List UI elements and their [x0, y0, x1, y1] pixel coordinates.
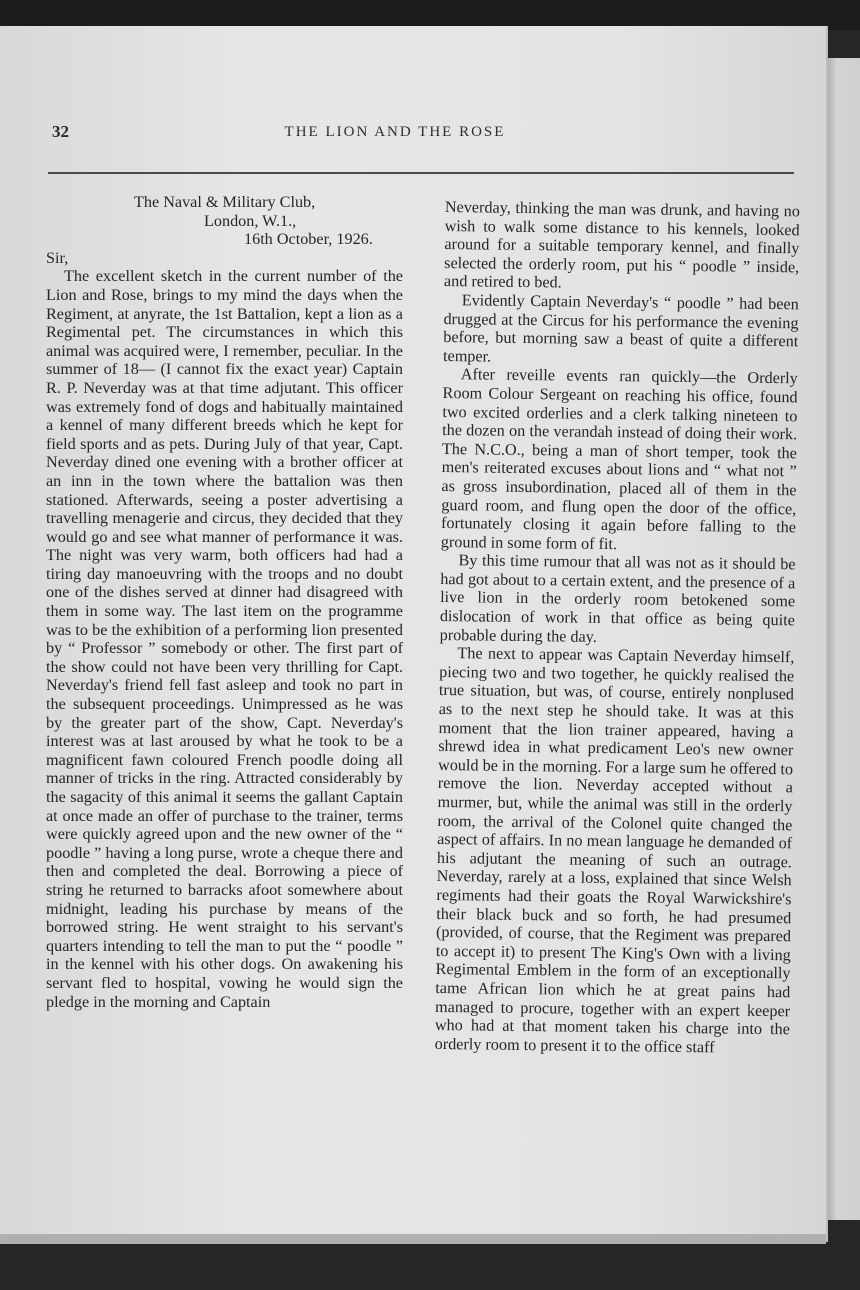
header-rule — [48, 172, 794, 174]
paragraph: By this time rumour that all was not as it should be had got about to a certain extent, and the presence of a live lion in the orderly room betokened some dislocation of work in that office as being quite probable during the day. — [439, 551, 796, 646]
running-title: THE LION AND THE ROSE — [284, 124, 506, 140]
letter-date: 16th October, 1926. — [244, 230, 373, 249]
book-page — [0, 26, 828, 1242]
letter-address — [46, 193, 403, 249]
paragraph: The excellent sketch in the current number of the Lion and Rose, brings to my mind the days when the Regiment, at anyrate, the 1st Battalion, kept a lion as a Regimental pet. The circumstances in which this animal was acquired were, I remember, peculiar. In the summer of 18— (I cannot fix the exact year) Captain R. P. Neverday was at that time adjutant. This officer was extremely fond of dogs and habitually maintained a kennel of many different breeds which he kept for field sports and as pets. During July of that year, Capt. Neverday dined one evening with a brother officer at an inn in the town where the battalion was then stationed. Afterwards, seeing a poster advertising a travelling menagerie and circus, they decided that they would go and see what manner of performance it was. The night was very warm, both officers had had a tiring day manoeuvring with the troops and no doubt one of the dishes served at dinner had disagreed with them in some way. The last item on the programme was to be the exhibition of a performing lion presented by “ Professor ” somebody or other. The first part of the show could not have been very thrilling for Capt. Neverday's friend fell fast asleep and took no part in the subsequent proceedings. Unimpressed as he was by the greater part of the show, Capt. Neverday's interest was at last aroused by what he took to be a magnificent fawn coloured French poodle doing all manner of tricks in the ring. Attracted considerably by the sagacity of this animal it seems the gallant Captain at once made an offer of purchase to the trainer, terms were quickly agreed upon and the new owner of the “ poodle ” having a long purse, wrote a cheque there and then and completed the deal. Borrowing a piece of string he returned to barracks afoot somewhere about midnight, leading his purchase by means of the borrowed string. He went straight to his servant's quarters intending to tell the man to put the “ poodle ” in the kennel with his other dogs. On awakening his servant fled to hospital, vowing he would sign the pledge in the morning and Captain — [46, 267, 403, 1011]
paragraph: After reveille events ran quickly—the Orderly Room Colour Sergeant on reaching his office, found two excited orderlies and a clerk talking nineteen to the dozen on the verandah instead of doing their work. The N.C.O., being a man of short temper, took the men's reiterated excuses about lions and “ what not ” as gross insubordination, placed all of them in the guard room, and flung open the door of the office, fortunately closing it again before falling to the ground in some form of fit. — [440, 365, 798, 553]
address-line-2: London, W.1., — [204, 211, 297, 230]
paragraph: The next to appear was Captain Neverday himself, piecing two and two together, he quickly realised the true situation, but was, of course, entirely nonplused as to the next step he should take. It was at this moment that the lion trainer appeared, having a shrewd idea in what predicament Leo's new owner would be in the morning. For a large sum he offered to remove the lion. Neverday accepted without a murmer, but, while the animal was still in the orderly room, the arrival of the Colonel quite changed the aspect of affairs. In no mean language he demanded of his adjutant the meaning of such an outrage. Neverday, rarely at a loss, explained that since Welsh regiments had their goats the Royal Warwickshire's their black buck and so forth, he had presumed (provided, of course, that the Regiment was prepared to accept it) to present The King's Own with a living Regimental Emblem in the form of an exceptionally tame African lion which he at great pains had managed to procure, together with an expert keeper who had at that moment taken his charge into the orderly room to present it to the office staff — [434, 644, 795, 1057]
salutation: Sir, — [46, 248, 69, 267]
left-column — [46, 193, 403, 1011]
paragraph: Evidently Captain Neverday's “ poodle ” had been drugged at the Circus for his performance the evening before, but morning saw a beast of quite a different temper. — [442, 291, 799, 366]
page-bottom-edge — [0, 1234, 826, 1244]
paragraph: Neverday, thinking the man was drunk, and having no wish to walk some distance to his kennels, looked around for a suitable temporary kennel, and finally selected the orderly room, put his “ poodle ” inside, and retired to bed. — [443, 198, 800, 292]
address-line-1: The Naval & Military Club, — [134, 193, 316, 211]
page-number: 32 — [52, 122, 69, 141]
right-column — [435, 198, 800, 1058]
